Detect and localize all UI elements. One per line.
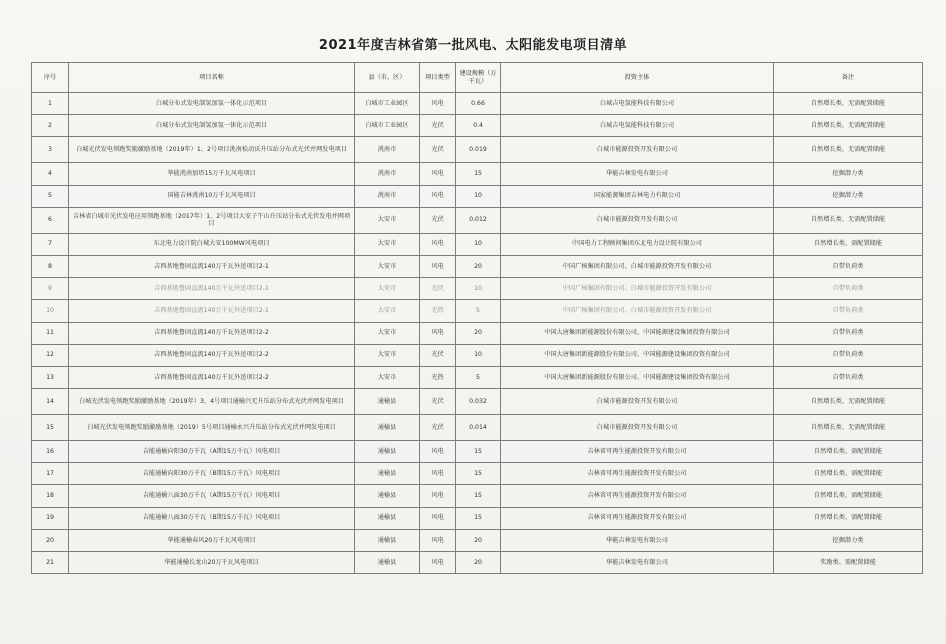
cell-type: 风电 xyxy=(420,507,456,529)
cell-type: 光伏 xyxy=(420,137,456,163)
cell-no: 14 xyxy=(32,389,69,415)
cell-no: 13 xyxy=(32,366,69,388)
cell-note: 自然增长类、无需配置储能 xyxy=(774,137,923,163)
table-row xyxy=(32,463,923,485)
cell-type: 光伏 xyxy=(420,344,456,366)
table-row xyxy=(32,529,923,551)
cell-county: 通榆县 xyxy=(355,415,420,441)
cell-county: 大安市 xyxy=(355,207,420,233)
cell-investor: 中国广核集团有限公司、白城市能源投资开发有限公司 xyxy=(501,300,774,322)
cell-no: 20 xyxy=(32,529,69,551)
cell-county: 白城市工业园区 xyxy=(355,93,420,115)
cell-name: 吉西基地鲁固直流140万千瓦外送项目2-2 xyxy=(69,366,355,388)
cell-scale: 0.032 xyxy=(456,389,501,415)
cell-county: 大安市 xyxy=(355,278,420,300)
cell-investor: 中国大唐集团新能源股份有限公司、中国能源建设集团投资有限公司 xyxy=(501,344,774,366)
cell-investor: 中国电力工程顾问集团东北电力设计院有限公司 xyxy=(501,233,774,255)
table-row xyxy=(32,207,923,233)
cell-no: 12 xyxy=(32,344,69,366)
cell-type: 风电 xyxy=(420,485,456,507)
cell-no: 7 xyxy=(32,233,69,255)
cell-county: 洮南市 xyxy=(355,185,420,207)
cell-name: 华能通榆春风20万千瓦风电项目 xyxy=(69,529,355,551)
table-row xyxy=(32,233,923,255)
cell-name: 白城光伏发电领跑奖励激励基地（2019年）3、4号项目通榆兴无升压站分布式光伏并网发电项目 xyxy=(69,389,355,415)
cell-county: 通榆县 xyxy=(355,529,420,551)
table-row xyxy=(32,415,923,441)
table-row xyxy=(32,344,923,366)
cell-name: 吉能通榆八面30万千瓦（A期15万千瓦）风电项目 xyxy=(69,485,355,507)
cell-note: 自然增长类、无需配置储能 xyxy=(774,207,923,233)
cell-county: 通榆县 xyxy=(355,463,420,485)
cell-scale: 20 xyxy=(456,322,501,344)
header-scale: 建设规模（万千瓦） xyxy=(456,63,501,93)
cell-note: 挖掘潜力类 xyxy=(774,529,923,551)
cell-name: 白城光伏发电领跑奖励激励基地（2019）5号项目通榆永兴升压站分布式光伏并网发电项目 xyxy=(69,415,355,441)
project-table xyxy=(31,62,923,574)
cell-scale: 0.012 xyxy=(456,207,501,233)
cell-investor: 吉林省可再生能源投资开发有限公司 xyxy=(501,485,774,507)
cell-type: 风电 xyxy=(420,529,456,551)
cell-name: 华能通榆长龙山20万千瓦风电项目 xyxy=(69,552,355,574)
table-row xyxy=(32,185,923,207)
cell-name: 华能洮南加塔15万千瓦风电项目 xyxy=(69,163,355,185)
cell-no: 11 xyxy=(32,322,69,344)
cell-scale: 15 xyxy=(456,463,501,485)
table-row xyxy=(32,115,923,137)
cell-investor: 白城吉电氢能科技有限公司 xyxy=(501,93,774,115)
cell-county: 大安市 xyxy=(355,233,420,255)
cell-no: 1 xyxy=(32,93,69,115)
cell-note: 奖励类、需配置储能 xyxy=(774,552,923,574)
cell-note: 挖掘潜力类 xyxy=(774,185,923,207)
cell-investor: 中国大唐集团新能源股份有限公司、中国能源建设集团投资有限公司 xyxy=(501,366,774,388)
table-row xyxy=(32,322,923,344)
cell-no: 19 xyxy=(32,507,69,529)
cell-type: 风电 xyxy=(420,463,456,485)
cell-type: 光伏 xyxy=(420,389,456,415)
cell-scale: 10 xyxy=(456,185,501,207)
header-no: 序号 xyxy=(32,63,69,93)
cell-note: 自然增长类、需配置储能 xyxy=(774,507,923,529)
cell-investor: 白城市能源投资开发有限公司 xyxy=(501,137,774,163)
cell-name: 白城光伏发电领跑奖励激励基地（2019年）1、2号项目洮南松动沃升压站分布式光伏并网发电项目 xyxy=(69,137,355,163)
cell-name: 吉西基地鲁固直流140万千瓦外送项目2-1 xyxy=(69,255,355,277)
header-name: 项目名称 xyxy=(69,63,355,93)
cell-name: 吉西基地鲁固直流140万千瓦外送项目2-1 xyxy=(69,300,355,322)
table-row xyxy=(32,485,923,507)
cell-investor: 吉林省可再生能源投资开发有限公司 xyxy=(501,441,774,463)
table-row xyxy=(32,366,923,388)
table-row xyxy=(32,441,923,463)
cell-no: 8 xyxy=(32,255,69,277)
cell-type: 风电 xyxy=(420,441,456,463)
cell-investor: 白城市能源投资开发有限公司 xyxy=(501,207,774,233)
cell-county: 大安市 xyxy=(355,255,420,277)
cell-type: 光伏 xyxy=(420,278,456,300)
cell-type: 风电 xyxy=(420,552,456,574)
cell-investor: 中国广核集团有限公司、白城市能源投资开发有限公司 xyxy=(501,255,774,277)
cell-no: 15 xyxy=(32,415,69,441)
cell-county: 通榆县 xyxy=(355,507,420,529)
table-row xyxy=(32,389,923,415)
cell-name: 吉能通榆八面30万千瓦（B期15万千瓦）风电项目 xyxy=(69,507,355,529)
cell-note: 自带负荷类 xyxy=(774,344,923,366)
cell-scale: 0.014 xyxy=(456,415,501,441)
cell-scale: 15 xyxy=(456,441,501,463)
document-title: 2021年度吉林省第一批风电、太阳能发电项目清单 xyxy=(318,38,628,53)
cell-no: 5 xyxy=(32,185,69,207)
cell-note: 自然增长类、需配置储能 xyxy=(774,463,923,485)
cell-investor: 白城市能源投资开发有限公司 xyxy=(501,389,774,415)
cell-investor: 吉林省可再生能源投资开发有限公司 xyxy=(501,463,774,485)
cell-type: 风电 xyxy=(420,233,456,255)
cell-type: 光伏 xyxy=(420,415,456,441)
cell-scale: 0.4 xyxy=(456,115,501,137)
cell-type: 光伏 xyxy=(420,207,456,233)
cell-investor: 中国广核集团有限公司、白城市能源投资开发有限公司 xyxy=(501,278,774,300)
cell-county: 大安市 xyxy=(355,322,420,344)
cell-name: 白城分布式发电制氢加氢一体化示范项目 xyxy=(69,93,355,115)
header-investor: 投资主体 xyxy=(501,63,774,93)
cell-investor: 华能吉林发电有限公司 xyxy=(501,529,774,551)
cell-note: 自带负荷类 xyxy=(774,366,923,388)
cell-scale: 0.019 xyxy=(456,137,501,163)
header-note: 备注 xyxy=(774,63,923,93)
cell-type: 风电 xyxy=(420,322,456,344)
cell-name: 东北电力设计院白城大安100MW风电项目 xyxy=(69,233,355,255)
cell-type: 光热 xyxy=(420,366,456,388)
cell-name: 国能吉林洮南10万千瓦风电项目 xyxy=(69,185,355,207)
cell-type: 风电 xyxy=(420,163,456,185)
cell-note: 自然增长类、无需配置储能 xyxy=(774,389,923,415)
cell-scale: 20 xyxy=(456,529,501,551)
cell-scale: 10 xyxy=(456,233,501,255)
cell-scale: 5 xyxy=(456,300,501,322)
cell-county: 大安市 xyxy=(355,300,420,322)
cell-note: 自然增长类、需配置储能 xyxy=(774,441,923,463)
cell-county: 通榆县 xyxy=(355,552,420,574)
cell-note: 自带负荷类 xyxy=(774,278,923,300)
cell-no: 2 xyxy=(32,115,69,137)
cell-name: 白城分布式发电制氢加氢一体化示范项目 xyxy=(69,115,355,137)
cell-name: 吉林省白城市光伏发电应用领跑基地（2017年）1、2号项目大安子午山升压站分布式光伏发电并网项目 xyxy=(69,207,355,233)
cell-county: 通榆县 xyxy=(355,389,420,415)
cell-scale: 10 xyxy=(456,344,501,366)
cell-scale: 0.66 xyxy=(456,93,501,115)
cell-type: 光热 xyxy=(420,300,456,322)
cell-county: 白城市工业园区 xyxy=(355,115,420,137)
cell-name: 吉西基地鲁固直流140万千瓦外送项目2-1 xyxy=(69,278,355,300)
table-row xyxy=(32,552,923,574)
cell-no: 18 xyxy=(32,485,69,507)
cell-no: 3 xyxy=(32,137,69,163)
table-row xyxy=(32,255,923,277)
cell-scale: 10 xyxy=(456,278,501,300)
cell-investor: 吉林省可再生能源投资开发有限公司 xyxy=(501,507,774,529)
cell-county: 大安市 xyxy=(355,366,420,388)
cell-no: 10 xyxy=(32,300,69,322)
cell-note: 自然增长类、无需配置储能 xyxy=(774,93,923,115)
cell-investor: 白城吉电氢能科技有限公司 xyxy=(501,115,774,137)
cell-no: 21 xyxy=(32,552,69,574)
cell-name: 吉能通榆向阳30万千瓦（B期15万千瓦）风电项目 xyxy=(69,463,355,485)
cell-county: 通榆县 xyxy=(355,441,420,463)
cell-no: 9 xyxy=(32,278,69,300)
cell-note: 自带负荷类 xyxy=(774,255,923,277)
cell-type: 风电 xyxy=(420,185,456,207)
cell-no: 17 xyxy=(32,463,69,485)
cell-note: 挖掘潜力类 xyxy=(774,163,923,185)
table-header-row xyxy=(32,63,923,93)
cell-investor: 国家能源集团吉林电力有限公司 xyxy=(501,185,774,207)
cell-scale: 15 xyxy=(456,163,501,185)
cell-investor: 华能吉林发电有限公司 xyxy=(501,552,774,574)
cell-type: 风电 xyxy=(420,93,456,115)
header-type: 项目类型 xyxy=(420,63,456,93)
cell-name: 吉能通榆向阳30万千瓦（A期15万千瓦）风电项目 xyxy=(69,441,355,463)
header-county: 县（市、区） xyxy=(355,63,420,93)
cell-investor: 华能吉林发电有限公司 xyxy=(501,163,774,185)
cell-scale: 15 xyxy=(456,507,501,529)
cell-type: 光伏 xyxy=(420,115,456,137)
table-row xyxy=(32,137,923,163)
cell-no: 16 xyxy=(32,441,69,463)
cell-note: 自然增长类、无需配置储能 xyxy=(774,115,923,137)
cell-investor: 白城市能源投资开发有限公司 xyxy=(501,415,774,441)
cell-note: 自然增长类、需配置储能 xyxy=(774,485,923,507)
cell-county: 洮南市 xyxy=(355,137,420,163)
table-row xyxy=(32,163,923,185)
table-row xyxy=(32,93,923,115)
table-row xyxy=(32,300,923,322)
cell-name: 吉西基地鲁固直流140万千瓦外送项目2-2 xyxy=(69,344,355,366)
cell-scale: 20 xyxy=(456,255,501,277)
table-row xyxy=(32,278,923,300)
cell-no: 6 xyxy=(32,207,69,233)
table-row xyxy=(32,507,923,529)
cell-scale: 20 xyxy=(456,552,501,574)
cell-name: 吉西基地鲁固直流140万千瓦外送项目2-2 xyxy=(69,322,355,344)
cell-investor: 中国大唐集团新能源股份有限公司、中国能源建设集团投资有限公司 xyxy=(501,322,774,344)
cell-note: 自带负荷类 xyxy=(774,300,923,322)
cell-county: 通榆县 xyxy=(355,485,420,507)
cell-no: 4 xyxy=(32,163,69,185)
cell-type: 风电 xyxy=(420,255,456,277)
cell-note: 自然增长类、无需配置储能 xyxy=(774,415,923,441)
cell-scale: 15 xyxy=(456,485,501,507)
cell-county: 大安市 xyxy=(355,344,420,366)
cell-note: 自带负荷类 xyxy=(774,322,923,344)
cell-note: 自然增长类、需配置储能 xyxy=(774,233,923,255)
cell-scale: 5 xyxy=(456,366,501,388)
cell-county: 洮南市 xyxy=(355,163,420,185)
